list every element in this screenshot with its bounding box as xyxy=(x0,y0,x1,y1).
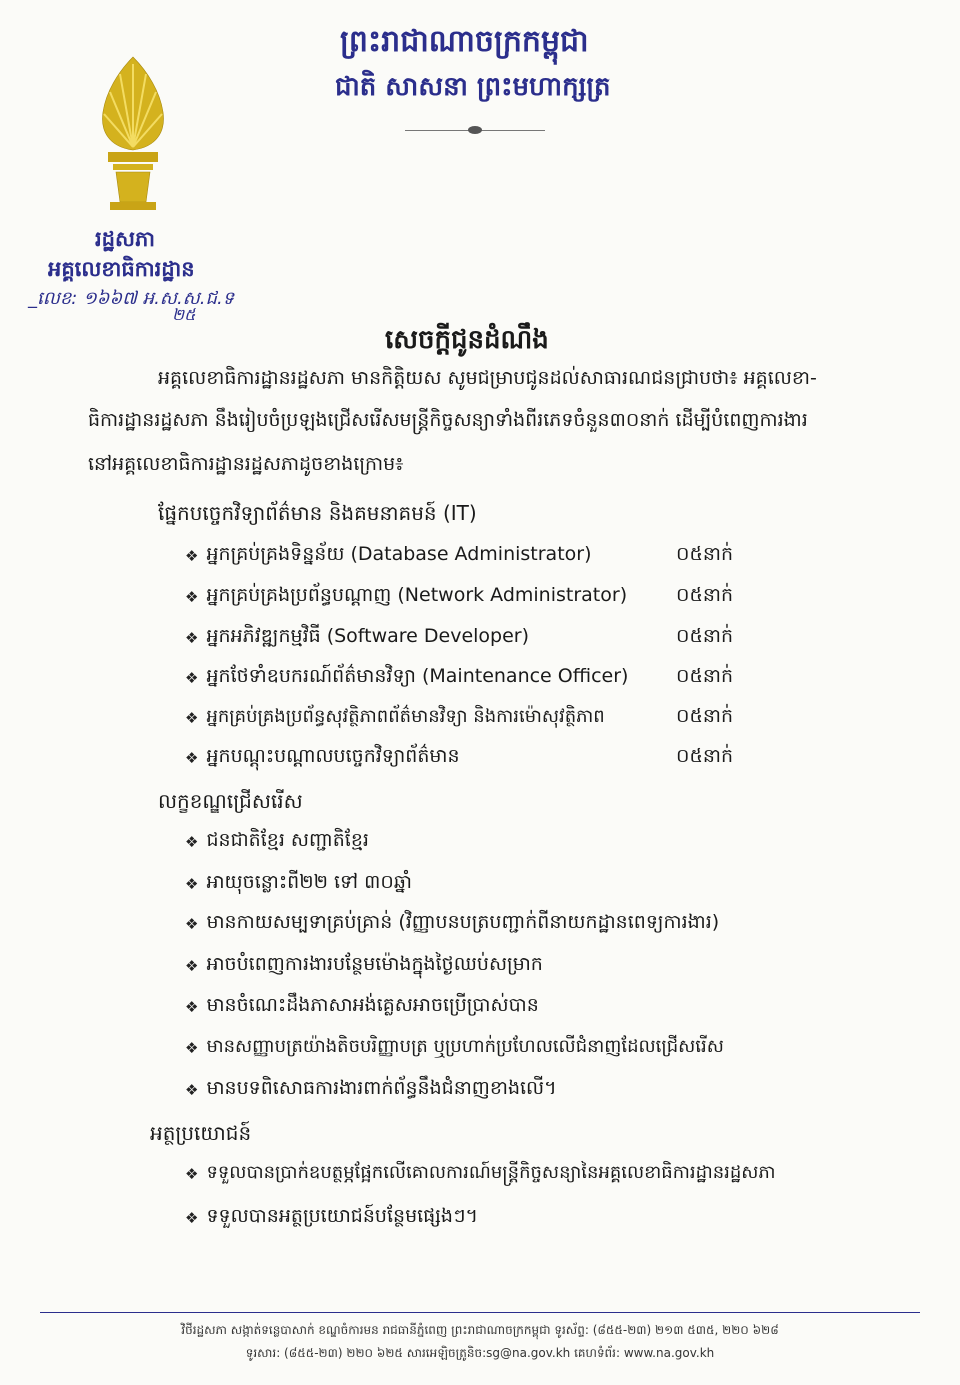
benefits-heading: អត្ថប្រយោជន៍ xyxy=(150,1121,252,1145)
reference-number: _លេខ: ១៦៦៧ អ.ស.ស.ជ.ទ xyxy=(28,288,235,309)
diamond-bullet-icon: ❖ xyxy=(185,749,199,767)
list-item xyxy=(185,828,369,856)
position-count: ០៥នាក់ xyxy=(676,745,734,767)
diamond-bullet-icon: ❖ xyxy=(185,1209,199,1227)
list-item xyxy=(185,664,628,692)
position-label: អ្នកអភិវឌ្ឍកម្មវិធី (Software Developer) xyxy=(206,625,530,647)
intro-line-3: នៅអគ្គលេខាធិការដ្ឋានរដ្ឋសភាដូចខាងក្រោម៖ xyxy=(88,453,404,475)
footer-contact: ទូរសារ: (៨៥៥-២៣) ២២០ ៦២៥ សារអេឡិចត្រូនិច:sg@na.gov.kh គេហទំព័រ: www.na.gov.kh xyxy=(245,1346,715,1360)
list-item xyxy=(185,583,627,611)
position-label: អ្នកបណ្ដុះបណ្ដាលបច្ចេកវិទ្យាព័ត៌មាន xyxy=(206,745,460,767)
diamond-bullet-icon: ❖ xyxy=(185,998,199,1016)
reference-year: ២៥ xyxy=(172,305,196,324)
criteria-text: មានបទពិសោធការងារពាក់ព័ន្ធនឹងជំនាញខាងលើ។ xyxy=(206,1077,557,1099)
diamond-bullet-icon: ❖ xyxy=(185,1038,199,1057)
intro-line-1: អគ្គលេខាធិការដ្ឋានរដ្ឋសភា មានកិត្តិយស សូមជម្រាបជូនដល់សាធារណជនជ្រាបថា៖ អគ្គលេខា- xyxy=(158,367,817,389)
diamond-bullet-icon: ❖ xyxy=(185,547,199,565)
diamond-bullet-icon: ❖ xyxy=(185,669,199,687)
position-count: ០៥នាក់ xyxy=(676,705,734,727)
list-item xyxy=(185,1160,776,1187)
list-item xyxy=(185,744,460,772)
position-label: អ្នកគ្រប់គ្រងទិន្នន័យ (Database Administrator) xyxy=(206,543,592,565)
footer-divider xyxy=(40,1312,920,1313)
position-label: អ្នកគ្រប់គ្រងប្រព័ន្ធបណ្ដាញ (Network Administrator) xyxy=(206,584,628,606)
diamond-bullet-icon: ❖ xyxy=(185,1164,199,1183)
institution-name: រដ្ឋសភា xyxy=(95,227,155,251)
position-label: អ្នកថែទាំឧបករណ៍ព័ត៌មានវិទ្យា (Maintenance Officer) xyxy=(206,665,629,687)
list-item xyxy=(185,910,719,938)
intro-line-2: ធិការដ្ឋានរដ្ឋសភា នឹងរៀបចំប្រឡងជ្រើសរើសមន្ត្រីកិច្ចសន្យាទាំងពីរភេទចំនួន៣០នាក់ ដើម្បីបំពេញការងារ xyxy=(88,409,808,431)
criteria-text: អាចបំពេញការងារបន្ថែមម៉ោងក្នុងថ្ងៃឈប់សម្រាក xyxy=(206,953,543,975)
criteria-text: មានសញ្ញាបត្រយ៉ាងតិចបរិញ្ញាបត្រ ឬប្រហាក់ប្រហែលលើជំនាញដែលជ្រើសរើស xyxy=(206,1036,724,1057)
diamond-bullet-icon: ❖ xyxy=(185,875,199,893)
diamond-bullet-icon: ❖ xyxy=(185,1081,199,1099)
kingdom-heading: ព្រះរាជាណាចក្រកម្ពុជា xyxy=(340,24,589,59)
notice-title: សេចក្ដីជូនដំណឹង xyxy=(385,325,549,355)
list-item xyxy=(185,993,539,1021)
divider-ornament xyxy=(468,126,482,134)
criteria-text: មានកាយសម្បទាគ្រប់គ្រាន់ (វិញ្ញាបនបត្របញ្ជាក់ពីនាយកដ្ឋានពេទ្យការងារ) xyxy=(206,911,720,933)
diamond-bullet-icon: ❖ xyxy=(185,588,199,606)
it-section-heading: ផ្នែកបច្ចេកវិទ្យាព័ត៌មាន និងគមនាគមន៍ (IT) xyxy=(158,501,477,525)
list-item xyxy=(185,870,412,898)
list-item xyxy=(185,1076,557,1104)
department-name: អគ្គលេខាធិការដ្ឋាន xyxy=(48,257,195,281)
criteria-text: អាយុចន្លោះពី២២ ទៅ ៣០ឆ្នាំ xyxy=(206,871,412,893)
diamond-bullet-icon: ❖ xyxy=(185,915,199,933)
diamond-bullet-icon: ❖ xyxy=(185,957,199,975)
list-item xyxy=(185,1204,478,1232)
benefit-text: ទទួលបានប្រាក់ឧបត្ថម្ភផ្អែកលើគោលការណ៍មន្ត្រីកិច្ចសន្យានៃអគ្គលេខាធិការដ្ឋានរដ្ឋសភា xyxy=(206,1162,776,1183)
criteria-text: មានចំណេះដឹងភាសាអង់គ្លេសអាចប្រើប្រាស់បាន xyxy=(206,994,539,1016)
list-item xyxy=(185,542,592,570)
list-item xyxy=(185,1034,724,1061)
diamond-bullet-icon: ❖ xyxy=(185,708,199,727)
position-count: ០៥នាក់ xyxy=(676,543,734,565)
position-count: ០៥នាក់ xyxy=(676,584,734,606)
criteria-heading: លក្ខខណ្ឌជ្រើសរើស xyxy=(158,789,303,813)
position-label: អ្នកគ្រប់គ្រងប្រព័ន្ធសុវត្ថិភាពព័ត៌មានវិទ្យា និងការម៉ោសុវត្ថិភាព xyxy=(206,706,605,727)
list-item xyxy=(185,624,529,652)
list-item xyxy=(185,952,543,980)
position-count: ០៥នាក់ xyxy=(676,625,734,647)
diamond-bullet-icon: ❖ xyxy=(185,629,199,647)
footer-address: វិថីរដ្ឋសភា សង្កាត់ទន្លេបាសាក់ ខណ្ឌចំការមន រាជធានីភ្នំពេញ ព្រះរាជាណាចក្រកម្ពុជា ទូរស័ព្ទ: (៨៥៥-២៣) ២១៣ ៥៣៥, ២២០ ៦២៨ xyxy=(181,1323,779,1337)
diamond-bullet-icon: ❖ xyxy=(185,833,199,851)
criteria-text: ជនជាតិខ្មែរ សញ្ជាតិខ្មែរ xyxy=(206,829,369,851)
parliament-emblem xyxy=(88,52,178,217)
national-motto: ជាតិ សាសនា ព្រះមហាក្សត្រ xyxy=(335,72,611,102)
list-item xyxy=(185,704,605,731)
benefit-text: ទទួលបានអត្ថប្រយោជន៍បន្ថែមផ្សេងៗ។ xyxy=(206,1205,479,1227)
position-count: ០៥នាក់ xyxy=(676,665,734,687)
